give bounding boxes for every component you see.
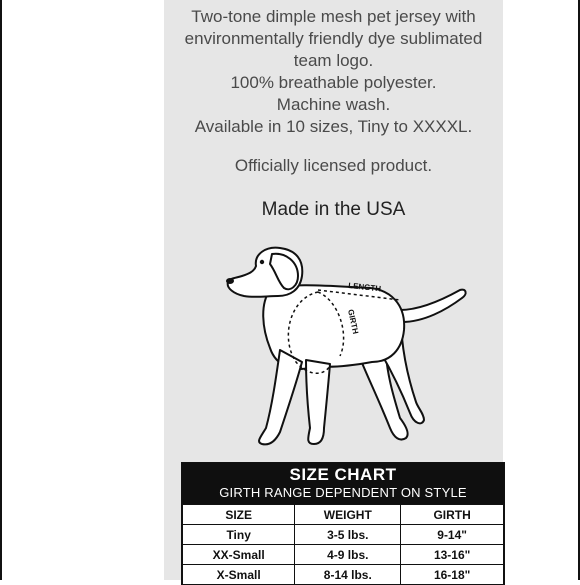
licensed-note: Officially licensed product. bbox=[234, 156, 433, 175]
description-line: team logo. bbox=[293, 51, 374, 70]
description-line: Available in 10 sizes, Tiny to XXXXL. bbox=[194, 117, 473, 136]
description-line: environmentally friendly dye sublimated bbox=[184, 29, 483, 48]
girth-cell: 13-16" bbox=[401, 545, 504, 565]
girth-cell: 9-14" bbox=[401, 525, 504, 545]
weight-cell: 3-5 lbs. bbox=[295, 525, 401, 545]
weight-cell: 4-9 lbs. bbox=[295, 545, 401, 565]
girth-cell: 16-18" bbox=[401, 565, 504, 585]
product-description bbox=[164, 6, 503, 138]
size-cell: X-Small bbox=[183, 565, 295, 585]
left-frame-border bbox=[0, 0, 2, 580]
size-chart-header bbox=[182, 463, 504, 504]
size-chart-subtitle: GIRTH RANGE DEPENDENT ON STYLE bbox=[219, 485, 467, 500]
size-chart-table bbox=[182, 504, 504, 585]
dog-front-leg bbox=[259, 350, 302, 444]
dog-measurement-diagram bbox=[210, 238, 470, 458]
column-header: GIRTH bbox=[401, 505, 504, 525]
table-row bbox=[183, 545, 504, 565]
column-header: WEIGHT bbox=[295, 505, 401, 525]
length-label: LENGTH bbox=[347, 281, 382, 294]
size-chart-title: SIZE CHART bbox=[289, 465, 397, 484]
size-cell: Tiny bbox=[183, 525, 295, 545]
dog-eye bbox=[260, 260, 264, 264]
made-in-usa-heading: Made in the USA bbox=[261, 199, 406, 220]
weight-cell: 8-14 lbs. bbox=[295, 565, 401, 585]
dog-nose bbox=[226, 278, 234, 284]
table-row bbox=[183, 565, 504, 585]
size-chart bbox=[181, 462, 505, 585]
description-line: 100% breathable polyester. bbox=[230, 73, 437, 92]
description-line: Machine wash. bbox=[276, 95, 391, 114]
table-row bbox=[183, 525, 504, 545]
girth-label: GIRTH bbox=[346, 308, 361, 335]
description-line: Two-tone dimple mesh pet jersey with bbox=[191, 7, 476, 26]
column-header: SIZE bbox=[183, 505, 295, 525]
size-cell: XX-Small bbox=[183, 545, 295, 565]
table-header-row bbox=[183, 505, 504, 525]
dog-tail bbox=[400, 290, 466, 322]
